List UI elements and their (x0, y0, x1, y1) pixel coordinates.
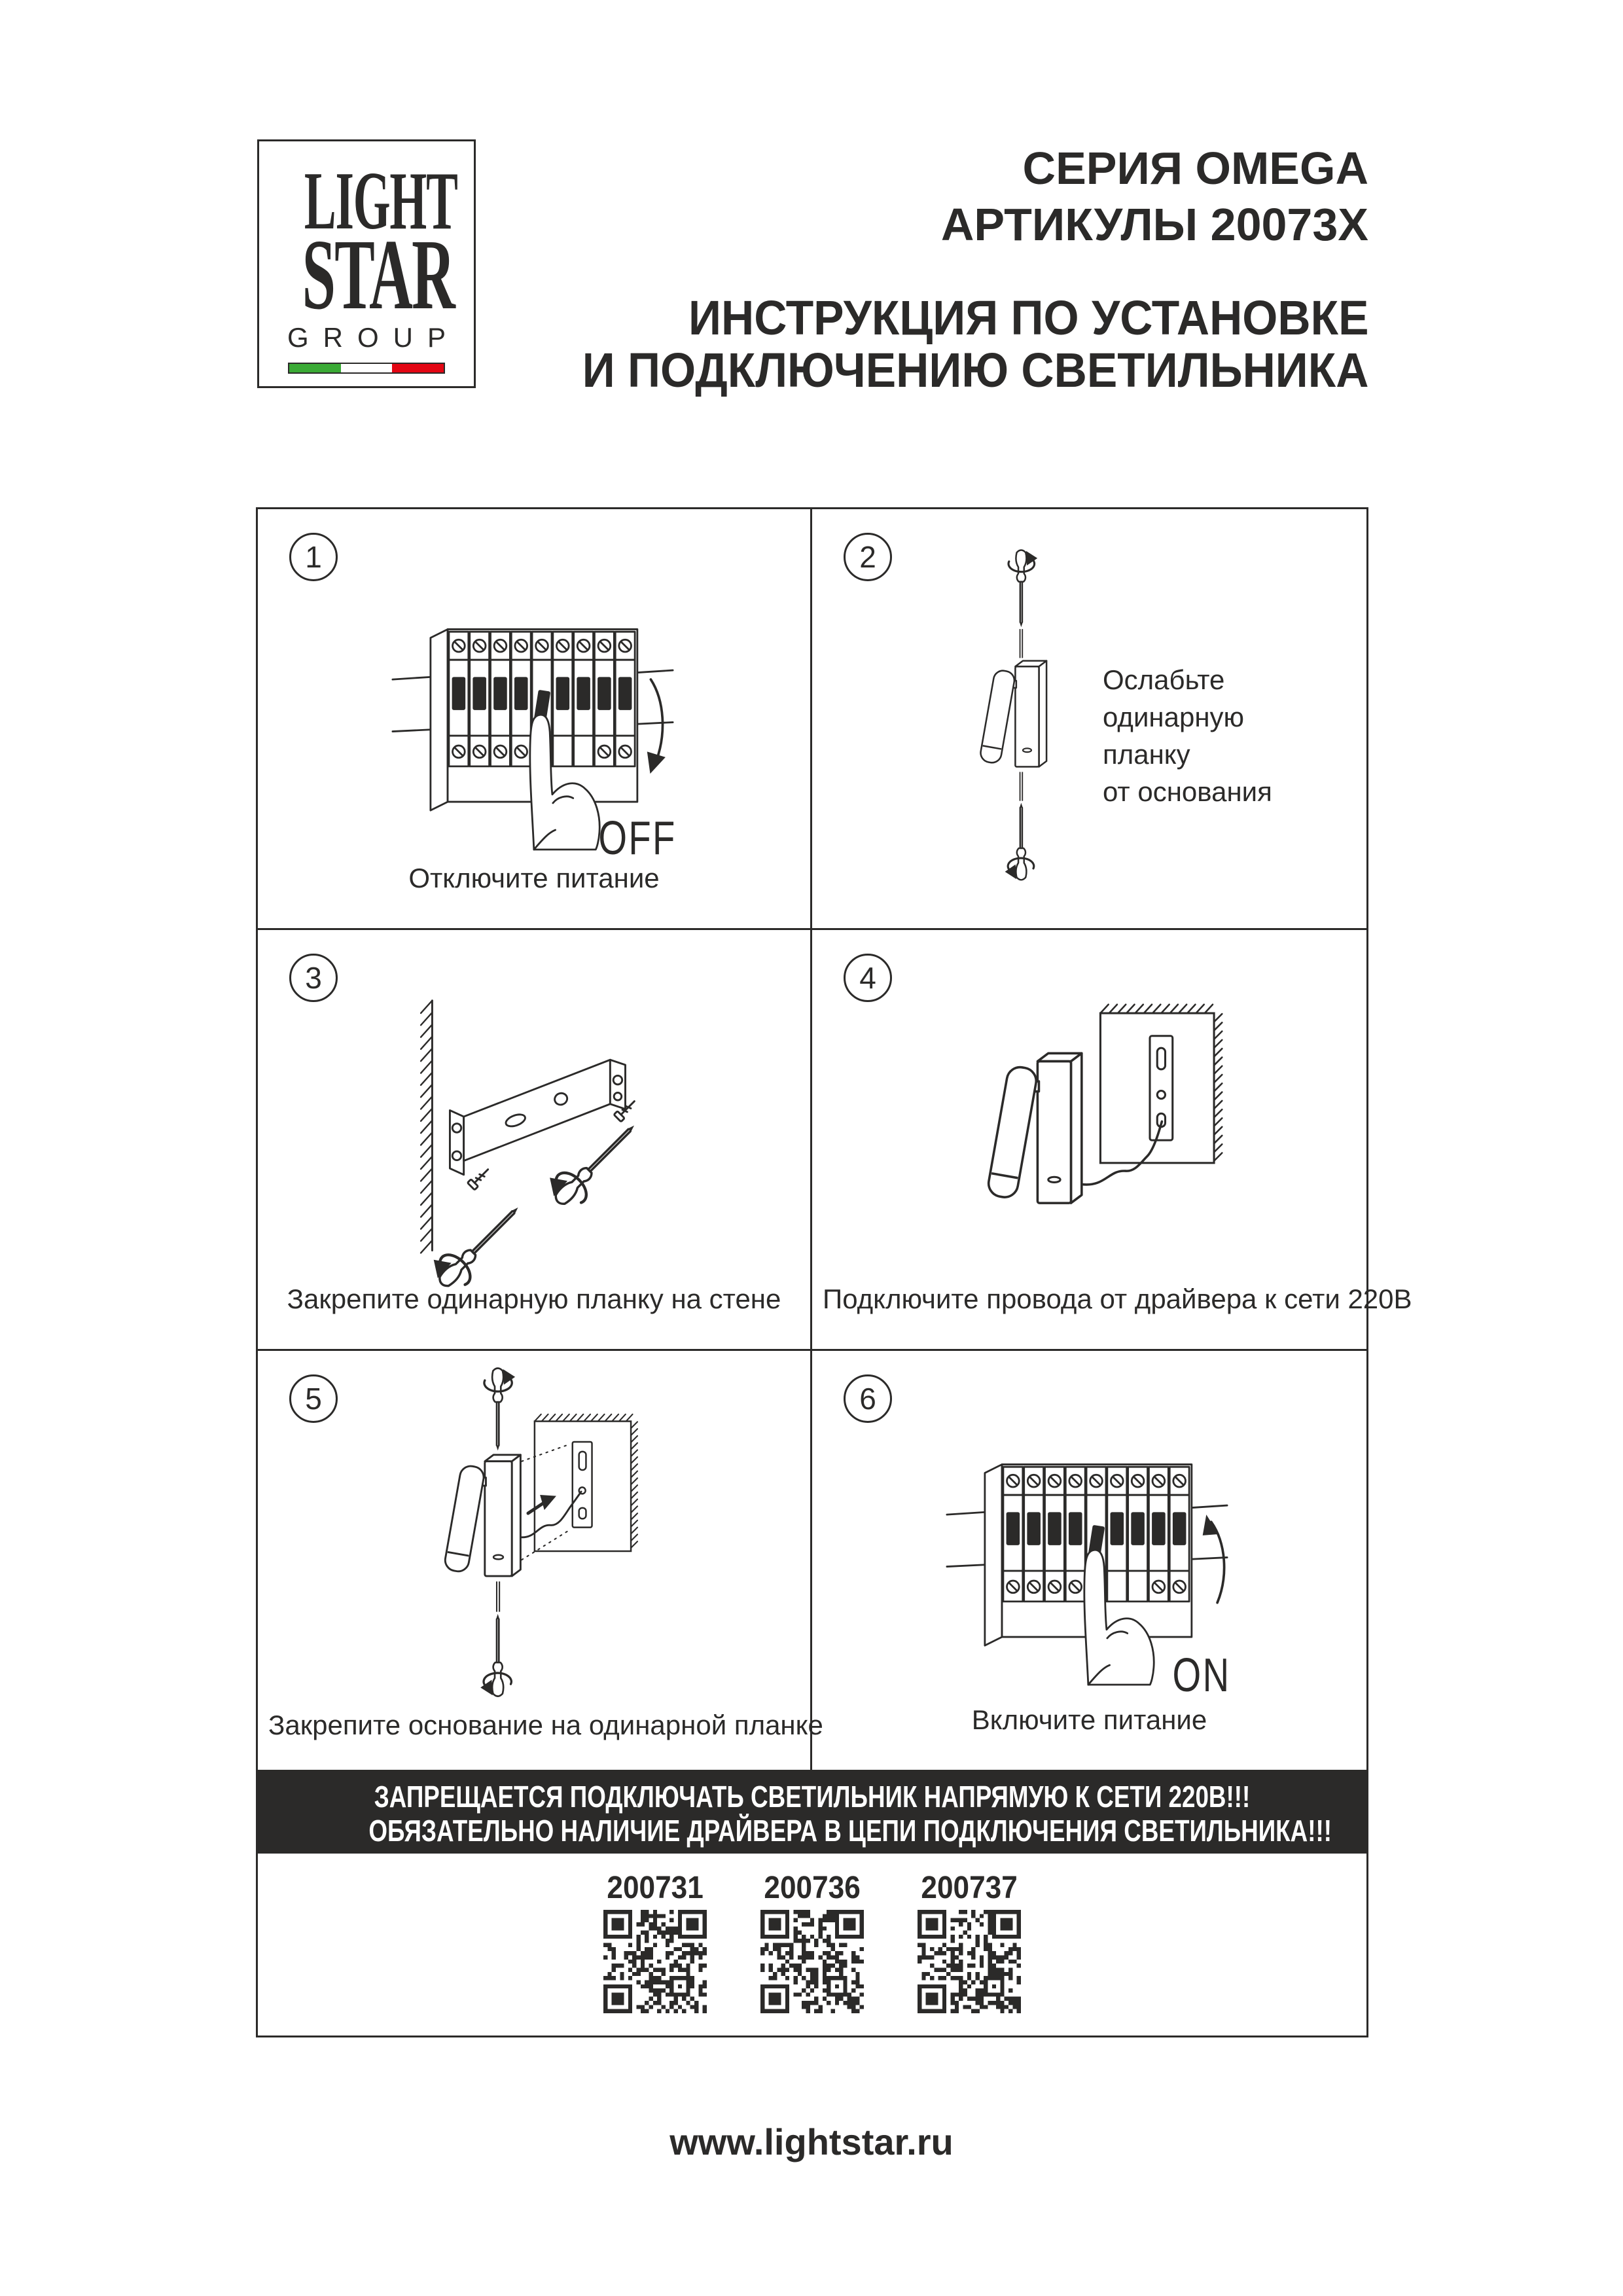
step-5-number-badge: 5 (289, 1374, 338, 1423)
fix-base-illustration (356, 1369, 637, 1705)
step-2-text-line4: от основания (1103, 776, 1272, 807)
warning-line-1: ЗАПРЕЩАЕТСЯ ПОДКЛЮЧАТЬ СВЕТИЛЬНИК НАПРЯМУЮ К СЕТИ 220В!!! (374, 1780, 1251, 1814)
article-numbers-line: АРТИКУЛЫ 20073X (940, 199, 1368, 250)
step-6-panel (812, 1351, 1366, 1772)
article-qr-section (258, 1854, 1366, 2037)
step-2-text-line1: Ослабьте (1103, 664, 1225, 695)
step-2-number-badge: 2 (844, 533, 892, 581)
step-6-number-badge: 6 (844, 1374, 892, 1423)
breaker-switch-on-illustration (943, 1422, 1231, 1685)
qr-code-image (603, 1910, 707, 2013)
logo-word-star: STAR (302, 219, 455, 331)
step-2-text-line3: планку (1103, 739, 1190, 770)
page-title (582, 292, 1368, 397)
step-1-number-badge: 1 (289, 533, 338, 581)
breaker-switch-off-illustration (389, 586, 677, 850)
step-3-number-badge: 3 (289, 954, 338, 1002)
series-name: СЕРИЯ OMEGA (1022, 143, 1368, 194)
mount-bracket-illustration (369, 990, 722, 1281)
flag-green-segment (289, 364, 341, 372)
logo-word-group: GROUP (287, 322, 460, 353)
step-4-number-badge: 4 (844, 954, 892, 1002)
warning-banner (258, 1770, 1366, 1854)
qr-code-image (760, 1910, 864, 2013)
lightstar-logo (257, 139, 476, 388)
article-item (760, 1854, 865, 2037)
website-url: www.lightstar.ru (669, 2121, 954, 2162)
step-1-caption: Отключите питание (408, 863, 660, 893)
qr-code-image (918, 1910, 1021, 2013)
on-label: ON (1172, 1649, 1231, 1702)
step-5-caption: Закрепите основание на одинарной планке (268, 1710, 823, 1740)
logo-word-light: LIGHT (304, 156, 457, 247)
instruction-table (256, 507, 1412, 2037)
off-label: OFF (598, 812, 677, 865)
article-code: 200737 (921, 1871, 1018, 1905)
flag-white-segment (341, 364, 393, 372)
step-1-panel (258, 509, 812, 930)
step-6-caption: Включите питание (971, 1704, 1207, 1735)
series-header (941, 140, 1368, 253)
title-line-1: ИНСТРУКЦИЯ ПО УСТАНОВКЕ (688, 291, 1368, 345)
step-3-panel (258, 930, 812, 1351)
step-3-caption: Закрепите одинарную планку на стене (287, 1283, 781, 1314)
article-code: 200731 (607, 1871, 704, 1905)
step-4-panel (812, 930, 1412, 1351)
article-item (603, 1854, 707, 2037)
title-line-2: И ПОДКЛЮЧЕНИЮ СВЕТИЛЬНИКА (582, 343, 1368, 397)
connect-driver-illustration (933, 981, 1241, 1262)
step-2-text (1103, 661, 1272, 810)
step-5-panel (258, 1351, 823, 1772)
warning-line-2: ОБЯЗАТЕЛЬНО НАЛИЧИЕ ДРАЙВЕРА В ЦЕПИ ПОДКЛЮЧЕНИЯ СВЕТИЛЬНИКА!!! (368, 1814, 1332, 1848)
article-code: 200736 (764, 1871, 861, 1905)
flag-red-segment (392, 364, 444, 372)
step-2-panel (812, 509, 1366, 930)
article-item (917, 1854, 1022, 2037)
italian-flag-bar (288, 363, 445, 374)
step-2-text-line2: одинарную (1103, 702, 1245, 732)
step-4-caption: Подключите провода от драйвера к сети 220В (823, 1283, 1412, 1314)
loosen-bracket-illustration (959, 554, 1075, 887)
